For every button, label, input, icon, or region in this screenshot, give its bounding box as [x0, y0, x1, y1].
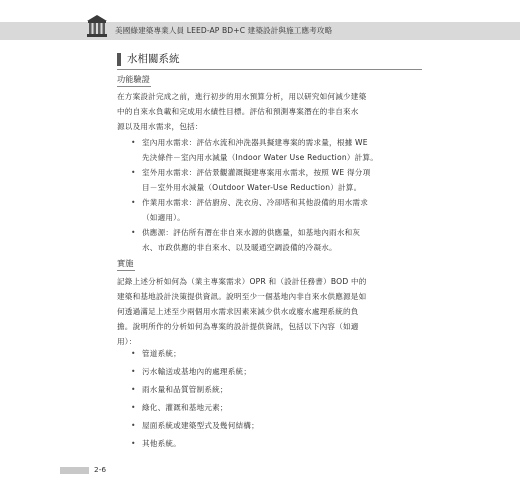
- list-item-line: （如適用）。: [142, 213, 185, 222]
- bullet-icon: •: [131, 385, 136, 394]
- bullet-icon: •: [131, 403, 136, 412]
- paragraph-line: 在方案設計完成之前，進行初步的用水預算分析，用以研究如何減少建築: [117, 92, 367, 101]
- list-item: [131, 436, 181, 451]
- list-item: [131, 165, 371, 195]
- list-item-line: 管道系統；: [142, 349, 181, 358]
- implementation-heading-underline: [117, 270, 135, 271]
- implementation-paragraph: [117, 274, 422, 349]
- verification-heading-underline: [117, 86, 151, 87]
- list-item: [131, 346, 181, 361]
- list-item: [131, 135, 379, 165]
- list-item-line: 屋面系統或建築型式及幾何結構；: [142, 421, 259, 430]
- paragraph-line: 擔。說明所作的分析如何為專案的設計提供資訊，包括以下內容（如適: [117, 322, 359, 331]
- list-item: [131, 400, 228, 415]
- list-item-line: 污水輸送或基地內的處理系統；: [142, 367, 252, 376]
- bullet-icon: •: [131, 367, 136, 376]
- bullet-icon: •: [131, 439, 136, 448]
- bullet-icon: •: [131, 228, 136, 237]
- running-header-title: 美國綠建築專業人員 LEED-AP BD+C 建築設計與施工應考攻略: [115, 26, 333, 35]
- section-title: 水相關系統: [127, 53, 180, 65]
- list-item-line: 綠化、灌溉和基地元素；: [142, 403, 228, 412]
- list-item: [131, 195, 369, 225]
- section-heading-marker: [117, 53, 121, 66]
- page-number: 2-6: [94, 465, 107, 474]
- list-item-line: 雨水量和品質管制系統；: [142, 385, 228, 394]
- bullet-icon: •: [131, 349, 136, 358]
- list-item-line: 室內用水需求：評估水流和沖洗器具擬建專案的需求量，根據 WE: [142, 138, 368, 147]
- paragraph-line: 用）：: [117, 337, 137, 346]
- list-item-line: 作業用水需求：評估廚房、洗衣房、冷卻塔和其他設備的用水需求: [142, 198, 369, 207]
- list-item: [131, 225, 361, 255]
- list-item-line: 水、市政供應的非自來水、以及暖通空調設備的冷凝水。: [142, 243, 337, 252]
- paragraph-line: 何透過滿足上述至少兩個用水需求因素來減少供水或廢水處理系統的負: [117, 307, 359, 316]
- section-divider: [117, 69, 422, 70]
- footer-marker: [60, 467, 89, 474]
- list-item-line: 目－室外用水減量（Outdoor Water-Use Reduction）計算。: [142, 183, 362, 192]
- paragraph-line: 建築和基地設計決策提供資訊。說明至少一個基地內非自來水供應源是如: [117, 292, 367, 301]
- bullet-icon: •: [131, 138, 136, 147]
- list-item-line: 先決條件－室內用水減量（Indoor Water Use Reduction）計算。: [142, 153, 379, 162]
- list-item: [131, 364, 252, 379]
- bullet-icon: •: [131, 421, 136, 430]
- bullet-icon: •: [131, 198, 136, 207]
- list-item: [131, 382, 228, 397]
- list-item-line: 室外用水需求：評估景觀灌溉擬建專案用水需求，按照 WE 得分項: [142, 168, 371, 177]
- list-item: [131, 418, 259, 433]
- bullet-icon: •: [131, 168, 136, 177]
- verification-heading: 功能驗證: [117, 74, 150, 84]
- paragraph-line: 中的自來水負載和完成用水績性目標。評估和預測專案潛在的非自來水: [117, 107, 359, 116]
- paragraph-line: 源以及用水需求，包括：: [117, 122, 203, 131]
- building-icon: [86, 14, 108, 38]
- list-item-line: 其他系統。: [142, 439, 181, 448]
- paragraph-line: 記錄上述分析如何為（業主專案需求）OPR 和（設計任務書）BOD 中的: [117, 277, 367, 286]
- verification-paragraph: [117, 89, 422, 134]
- implementation-heading: 實施: [117, 258, 134, 268]
- list-item-line: 供應源：評估所有潛在非自來水源的供應量，如基地內雨水和灰: [142, 228, 361, 237]
